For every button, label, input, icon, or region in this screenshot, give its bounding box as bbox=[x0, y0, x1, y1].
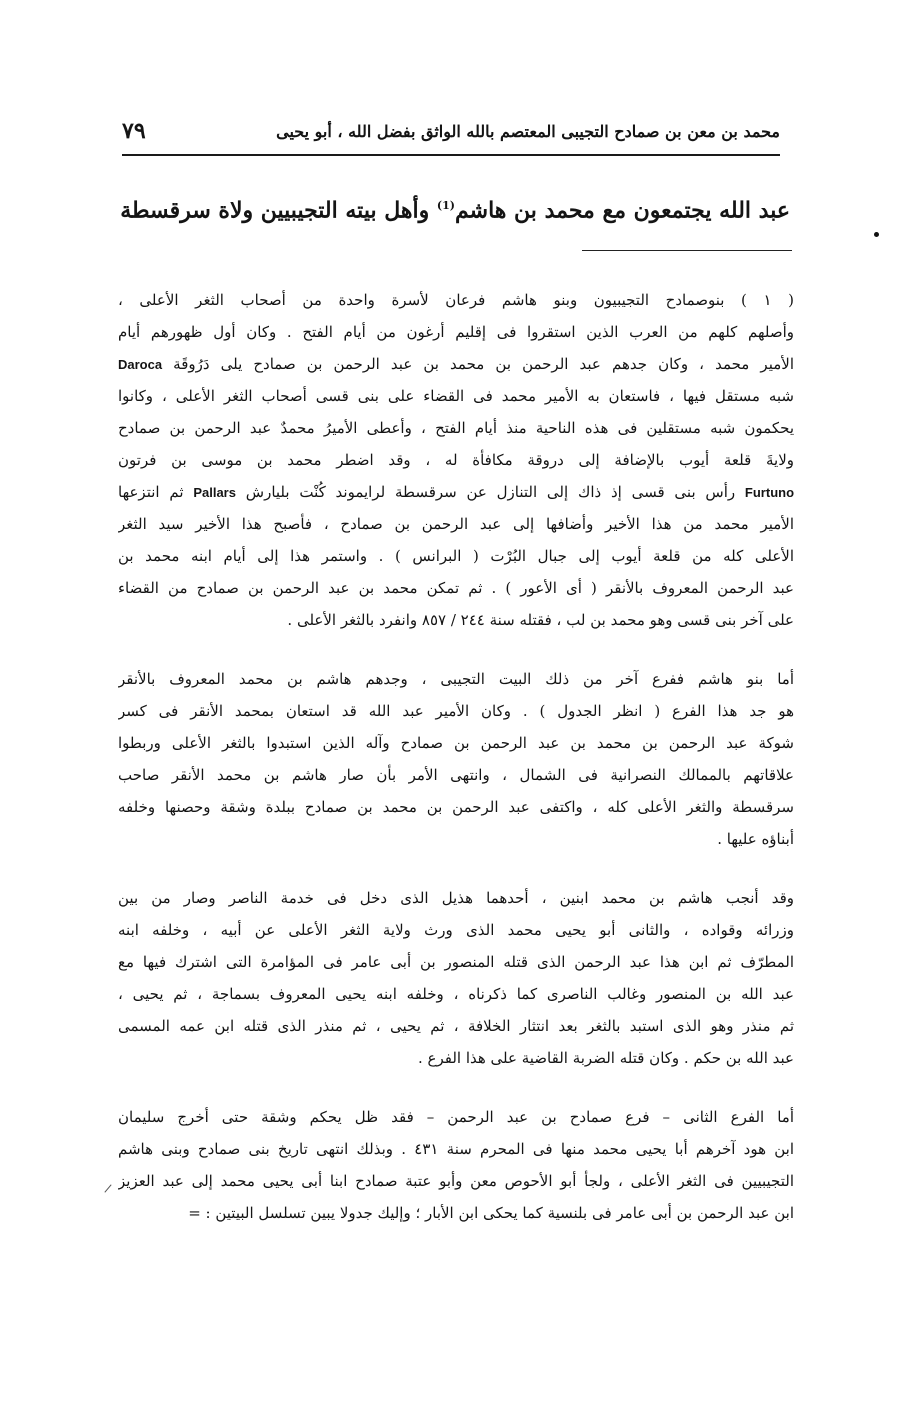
line-text: وزرائه وقواده ، والثانى أبو يحيى محمد الذى ورث ولاية الثغر الأعلى عن أبيه ، وخلفه ابنه bbox=[118, 921, 794, 939]
heading-underline bbox=[582, 250, 792, 251]
line-text: ولايةَ قلعة أيوب بالإضافة إلى دروقة مكافأة له ، وقد اضطر محمد بن موسى بن فرتون bbox=[118, 451, 794, 469]
text-line bbox=[118, 1010, 794, 1042]
margin-dot bbox=[874, 232, 879, 237]
line-text: علاقاتهم بالممالك النصرانية فى الشمال ، وانتهى الأمر بأن صار هاشم بن محمد الأنقر صاحب bbox=[118, 766, 794, 784]
running-title: محمد بن معن بن صمادح التجيبى المعتصم بالله الواثق بفضل الله ، أبو يحيى bbox=[276, 121, 780, 141]
text-line bbox=[118, 1133, 794, 1165]
text-line bbox=[118, 380, 794, 412]
text-line bbox=[118, 540, 794, 572]
line-text: ثم منذر وهو الذى استبد بالثغر بعد انتثار الخلافة ، ثم يحيى ، ثم منذر الذى قتله ابن عمه المسمى bbox=[118, 1017, 794, 1035]
text-line bbox=[118, 284, 794, 316]
text-line bbox=[118, 914, 794, 946]
text-line bbox=[118, 978, 794, 1010]
line-text: شوكة عبد الرحمن بن محمد بن عبد الرحمن بن صمادح وآله الذين استبدوا بالثغر الأعلى وربطوا bbox=[118, 734, 794, 752]
line-text: التجيبيين فى الثغر الأعلى ، ولجأ أبو الأحوص معن وأبو عتبة صمادح ابنا أبى يحيى محمد إلى عبد العزيز bbox=[118, 1172, 794, 1190]
line-text: عبد الرحمن المعروف بالأنقر ( أى الأعور ) . ثم تمكن محمد بن عبد الرحمن بن صمادح من القضاء bbox=[118, 579, 794, 597]
line-text: ( ١ ) بنوصمادح التجيبيون وبنو هاشم فرعان لأسرة واحدة من أصحاب الثغر الأعلى ، bbox=[118, 291, 794, 309]
paragraph bbox=[118, 882, 794, 1074]
text-line bbox=[118, 572, 794, 604]
paragraph bbox=[118, 663, 794, 855]
paragraph bbox=[118, 1101, 794, 1229]
text-line bbox=[118, 316, 794, 348]
text-line bbox=[118, 791, 794, 823]
text-line bbox=[118, 604, 794, 636]
line-text: عبد الله بن حكم . وكان قتله الضربة القاضية على هذا الفرع . bbox=[417, 1049, 794, 1067]
line-text: شبه مستقل فيها ، فاستعان به الأمير محمد فى القضاء على بنى قسى أصحاب الثغر الأعلى ، وكانوا bbox=[118, 387, 794, 405]
line-text: أبناؤه عليها . bbox=[717, 830, 794, 848]
footnote-marker: (1) bbox=[436, 199, 456, 212]
section-heading bbox=[122, 178, 790, 234]
line-text: الأمير محمد من هذا الأخير وأضافها إلى عبد الرحمن بن صمادح ، فأصبح هذا الأخير سيد الثغر bbox=[118, 515, 794, 533]
running-header bbox=[122, 108, 780, 156]
line-text: ابن هود آخرهم أبا يحيى محمد منها فى المحرم سنة ٤٣١ . وبذلك انتهى تاريخ بنى صمادح وبنى هاشم bbox=[118, 1140, 794, 1158]
text-line bbox=[118, 1165, 794, 1197]
line-text: أما الفرع الثانى – فرع صمادح بن عبد الرحمن – فقد ظل يحكم وشقة حتى أخرج سليمان bbox=[118, 1108, 794, 1126]
line-text: على آخر بنى قسى وهو محمد بن لب ، فقتله سنة ٢٤٤ / ٨٥٧ وانفرد بالثغر الأعلى . bbox=[287, 611, 794, 629]
text-line bbox=[118, 1042, 794, 1074]
latin-term: Daroca bbox=[118, 357, 163, 372]
text-line bbox=[118, 348, 794, 380]
heading-text-start: عبد الله يجتمعون مع محمد بن هاشم bbox=[455, 197, 790, 224]
line-text: المطرّف ثم ابن هذا عبد الرحمن الذى قتله المنصور بن أبى عامر فى المؤامرة التى اشترك فيها مع bbox=[118, 953, 794, 971]
text-line bbox=[118, 946, 794, 978]
text-line bbox=[118, 1197, 794, 1229]
text-line bbox=[118, 823, 794, 855]
line-text: يحكمون شبه مستقلين فى هذه الناحية منذ أيام الفتح ، وأعطى الأميرُ محمدٌ عبد الرحمن بن صمادح bbox=[118, 419, 794, 437]
line-text: وأصلهم كلهم من العرب الذين استقروا فى إقليم أرغون من أيام الفتح . وكان أول ظهورهم أيام bbox=[118, 323, 794, 341]
line-text: ابن عبد الرحمن بن أبى عامر فى بلنسية كما يحكى ابن الأبار ؛ وإليك جدولا يبين تسلسل البيتين : = bbox=[188, 1204, 794, 1222]
latin-term: Furtuno bbox=[744, 485, 794, 500]
line-text: رأس بنى قسى إذ ذاك إلى التنازل عن سرقسطة لرايموند كُنْت بليارش bbox=[245, 483, 736, 501]
text-line bbox=[118, 476, 794, 508]
text-line bbox=[118, 508, 794, 540]
line-text: عبد الله بن المنصور وغالب الناصرى كما ذكرناه ، وخلفه ابنه يحيى المعروف بسماجة ، ثم يحيى ، bbox=[118, 985, 794, 1003]
paragraph bbox=[118, 284, 794, 636]
line-text: الأمير محمد ، وكان جدهم عبد الرحمن بن محمد بن عبد الرحمن بن صمادح يلى دَرُوقَة bbox=[173, 355, 794, 373]
text-line bbox=[118, 727, 794, 759]
line-text: الأعلى كله من قلعة أيوب إلى جبال البُرْت ( البرانس ) . واستمر هذا إلى أيام ابنه محمد بن bbox=[118, 547, 794, 565]
text-line bbox=[118, 695, 794, 727]
body-text bbox=[118, 284, 794, 1256]
text-line bbox=[118, 663, 794, 695]
line-text: هو جد هذا الفرع ( انظر الجدول ) . وكان الأمير عبد الله قد استعان بمحمد الأنقر فى كسر bbox=[118, 702, 794, 720]
page-number: ٧٩ bbox=[122, 118, 146, 144]
line-text: سرقسطة والثغر الأعلى كله ، واكتفى عبد الرحمن بن محمد بن صمادح ببلدة وشقة وحصنها وخلفه bbox=[118, 798, 794, 816]
line-text: وقد أنجب هاشم بن محمد ابنين ، أحدهما هذيل الذى دخل فى خدمة الناصر وصار من بين bbox=[118, 889, 794, 907]
text-line bbox=[118, 412, 794, 444]
text-line bbox=[118, 444, 794, 476]
text-line bbox=[118, 1101, 794, 1133]
heading-text-end: وأهل بيته التجيبيين ولاة سرقسطة bbox=[120, 197, 430, 224]
text-line bbox=[118, 882, 794, 914]
latin-term: Pallars bbox=[193, 485, 236, 500]
line-text: أما بنو هاشم ففرع آخر من ذلك البيت التجيبى ، وجدهم هاشم بن محمد المعروف بالأنقر bbox=[118, 670, 794, 688]
text-line bbox=[118, 759, 794, 791]
margin-pen-mark bbox=[104, 1184, 111, 1192]
line-text: ثم انتزعها bbox=[118, 483, 184, 501]
